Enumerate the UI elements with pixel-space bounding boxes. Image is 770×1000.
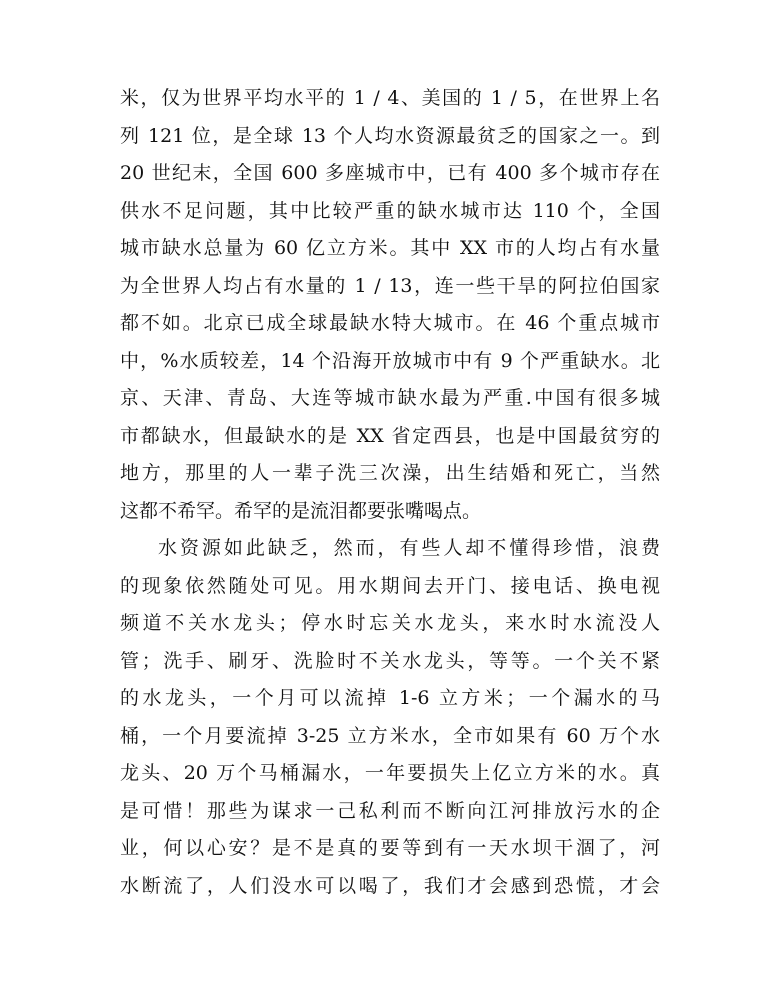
paragraph-water-shortage-facts xyxy=(120,80,660,530)
text-line: 列 121 位，是全球 13 个人均水资源最贫乏的国家之一。到 xyxy=(120,124,660,147)
text-line: 业，何以心安？是不是真的要等到有一天水坝干涸了，河 xyxy=(120,837,660,859)
text-line: 京、天津、青岛、大连等城市缺水最为严重.中国有很多城 xyxy=(120,387,660,409)
text-line: 的现象依然随处可见。用水期间去开门、接电话、换电视 xyxy=(120,574,660,597)
text-line: 地方，那里的人一辈子洗三次澡，出生结婚和死亡，当然 xyxy=(120,462,660,484)
text-line: 桶，一个月要流掉 3-25 立方米水，全市如果有 60 万个水 xyxy=(120,724,660,747)
text-line: 都不如。北京已成全球最缺水特大城市。在 46 个重点城市 xyxy=(120,312,660,334)
text-line: 水资源如此缺乏，然而，有些人却不懂得珍惜，浪费 xyxy=(158,537,660,559)
text-line: 为全世界人均占有水量的 1 / 13，连一些干旱的阿拉伯国家 xyxy=(120,274,660,297)
text-line: 管；洗手、刷牙、洗脸时不关水龙头，等等。一个关不紧 xyxy=(120,649,660,672)
text-line: 这都不希罕。希罕的是流泪都要张嘴喝点。 xyxy=(120,499,482,522)
text-line: 水断流了，人们没水可以喝了，我们才会感到恐慌，才会 xyxy=(120,874,660,897)
paragraph-water-waste xyxy=(120,530,660,905)
text-line: 是可惜！那些为谋求一己私利而不断向江河排放污水的企 xyxy=(120,799,660,822)
text-line: 龙头、20 万个马桶漏水，一年要损失上亿立方米的水。真 xyxy=(120,762,660,784)
text-line: 米，仅为世界平均水平的 1 / 4、美国的 1 / 5，在世界上名 xyxy=(120,87,660,109)
text-line: 中，%水质较差，14 个沿海开放城市中有 9 个严重缺水。北 xyxy=(120,349,660,372)
text-line: 供水不足问题，其中比较严重的缺水城市达 110 个，全国 xyxy=(120,199,660,222)
document-page xyxy=(120,80,660,905)
text-line: 频道不关水龙头；停水时忘关水龙头，来水时水流没人 xyxy=(120,612,660,634)
text-line: 城市缺水总量为 60 亿立方米。其中 XX 市的人均占有水量 xyxy=(120,237,660,259)
text-line: 20 世纪末，全国 600 多座城市中，已有 400 多个城市存在 xyxy=(120,162,660,184)
text-line: 的水龙头，一个月可以流掉 1-6 立方米；一个漏水的马 xyxy=(120,687,660,709)
text-line: 市都缺水，但最缺水的是 XX 省定西县，也是中国最贫穷的 xyxy=(120,424,660,447)
